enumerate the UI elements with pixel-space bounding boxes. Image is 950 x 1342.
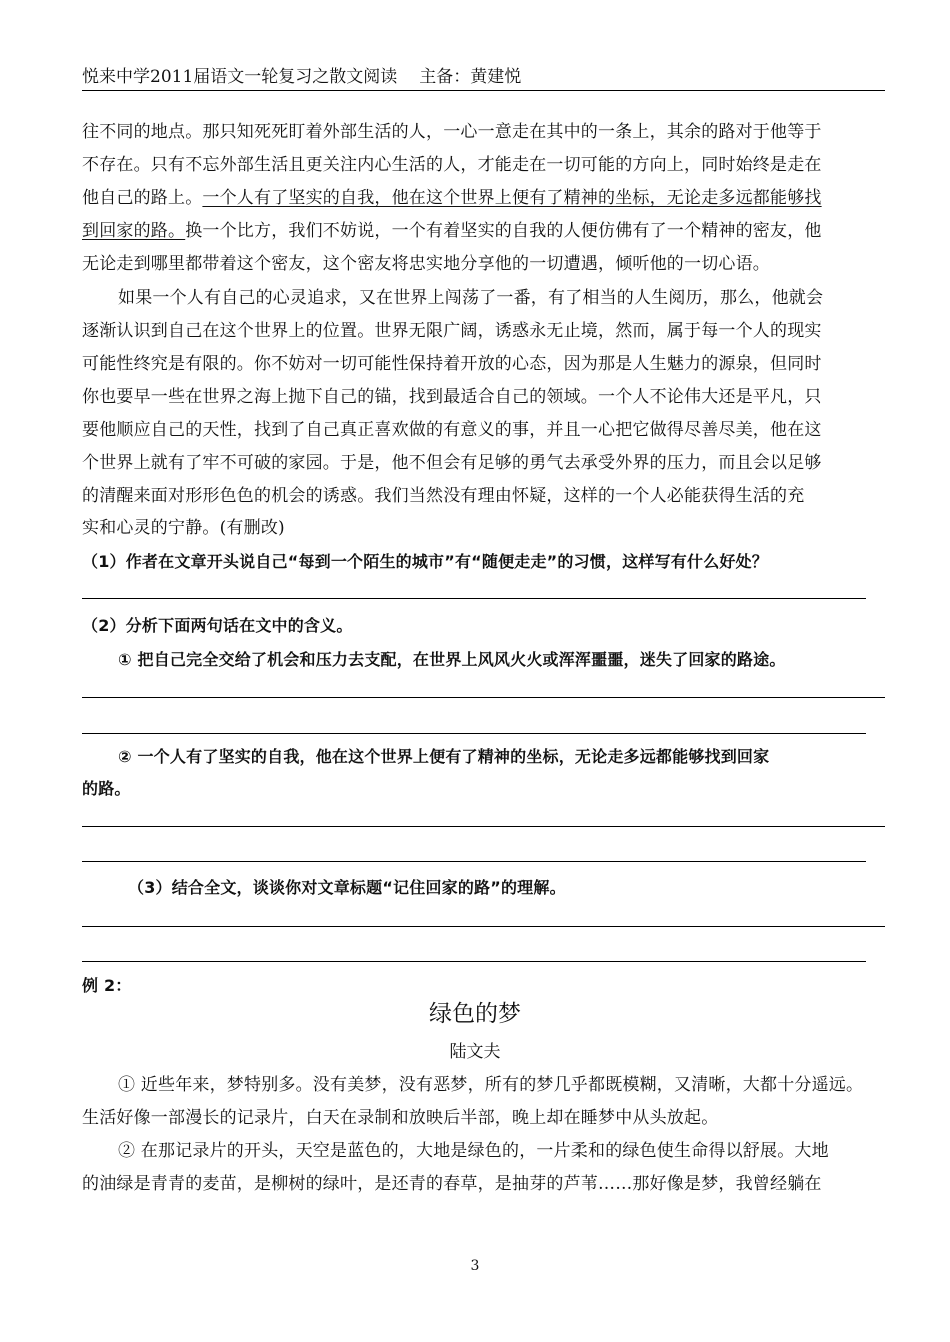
passage-line: 的清醒来面对形形色色的机会的诱惑。我们当然没有理由怀疑，这样的一个人必能获得生活的充 bbox=[82, 486, 805, 506]
passage-line: 不存在。只有不忘外部生活且更关注内心生活的人，才能走在一切可能的方向上，同时始终是走在 bbox=[82, 155, 822, 175]
header-title: 悦来中学2011届语文一轮复习之散文阅读 bbox=[82, 67, 398, 87]
answer-line[interactable] bbox=[82, 926, 885, 927]
passage-line: 要他顺应自己的天性，找到了自己真正喜欢做的有意义的事，并且一心把它做得尽善尽美，他在这 bbox=[82, 420, 822, 440]
header-author: 主备：黄建悦 bbox=[419, 67, 522, 87]
passage-line bbox=[82, 219, 887, 243]
passage-line: 往不同的地点。那只知死死盯着外部生活的人，一心一意走在其中的一条上，其余的路对于他等于 bbox=[82, 122, 822, 142]
passage-text: 他自己的路上。 bbox=[82, 188, 203, 208]
answer-line[interactable] bbox=[82, 861, 866, 862]
page-number: 3 bbox=[470, 1258, 480, 1274]
example-label: 例 2： bbox=[82, 976, 132, 995]
passage-line: 个世界上就有了牢不可破的家园。于是，他不但会有足够的勇气去承受外界的压力，而且会以足够 bbox=[82, 453, 822, 473]
answer-line[interactable] bbox=[82, 697, 885, 698]
question-2-sentence-2: ② 一个人有了坚实的自我，他在这个世界上便有了精神的坐标，无论走多远都能够找到回家 bbox=[118, 747, 770, 766]
underlined-sentence: 到回家的路。 bbox=[82, 221, 186, 241]
passage-line: 逐渐认识到自己在这个世界上的位置。世界无限广阔，诱惑永无止境，然而，属于每一个人的现实 bbox=[82, 321, 822, 341]
passage-line bbox=[82, 186, 887, 210]
passage-text: 换一个比方，我们不妨说，一个有着坚实的自我的人便仿佛有了一个精神的密友，他 bbox=[185, 221, 822, 241]
passage-line: ① 近些年来，梦特别多。没有美梦，没有恶梦，所有的梦几乎都既模糊，又清晰，大都十分遥远。 bbox=[118, 1075, 864, 1095]
passage-line: 可能性终究是有限的。你不妨对一切可能性保持着开放的心态，因为那是人生魅力的源泉，但同时 bbox=[82, 354, 822, 374]
article-title: 绿色的梦 bbox=[429, 1001, 521, 1027]
answer-line[interactable] bbox=[82, 733, 866, 734]
article-author: 陆文夫 bbox=[449, 1042, 501, 1062]
passage-line: 生活好像一部漫长的记录片，白天在录制和放映后半部，晚上却在睡梦中从头放起。 bbox=[82, 1108, 719, 1128]
question-3: （3）结合全文，谈谈你对文章标题“记住回家的路”的理解。 bbox=[128, 878, 566, 897]
passage-line: 的油绿是青青的麦苗，是柳树的绿叶，是还青的春草，是抽芽的芦苇……那好像是梦，我曾经躺在 bbox=[82, 1174, 822, 1194]
passage-line: 如果一个人有自己的心灵追求，又在世界上闯荡了一番，有了相当的人生阅历，那么，他就会 bbox=[118, 288, 824, 308]
answer-line[interactable] bbox=[82, 598, 866, 599]
answer-line[interactable] bbox=[82, 961, 866, 962]
underlined-sentence: 一个人有了坚实的自我，他在这个世界上便有了精神的坐标，无论走多远都能够找 bbox=[202, 188, 822, 208]
answer-line[interactable] bbox=[82, 826, 885, 827]
passage-line: 无论走到哪里都带着这个密友，这个密友将忠实地分享他的一切遭遇，倾听他的一切心语。 bbox=[82, 254, 770, 274]
passage-line: 实和心灵的宁静。(有删改) bbox=[82, 518, 285, 538]
question-2-sentence-2: 的路。 bbox=[82, 779, 131, 798]
question-2-sentence-1: ① 把自己完全交给了机会和压力去支配，在世界上风风火火或浑浑噩噩，迷失了回家的路途。 bbox=[118, 650, 786, 669]
question-2: （2）分析下面两句话在文中的含义。 bbox=[82, 616, 353, 635]
passage-line: 你也要早一些在世界之海上抛下自己的锚，找到最适合自己的领域。一个人不论伟大还是平凡，只 bbox=[82, 387, 822, 407]
passage-line: ② 在那记录片的开头，天空是蓝色的，大地是绿色的，一片柔和的绿色使生命得以舒展。大地 bbox=[118, 1141, 829, 1161]
page-header bbox=[82, 64, 885, 91]
question-1: （1）作者在文章开头说自己“每到一个陌生的城市”有“随便走走”的习惯，这样写有什么好处？ bbox=[82, 552, 768, 571]
